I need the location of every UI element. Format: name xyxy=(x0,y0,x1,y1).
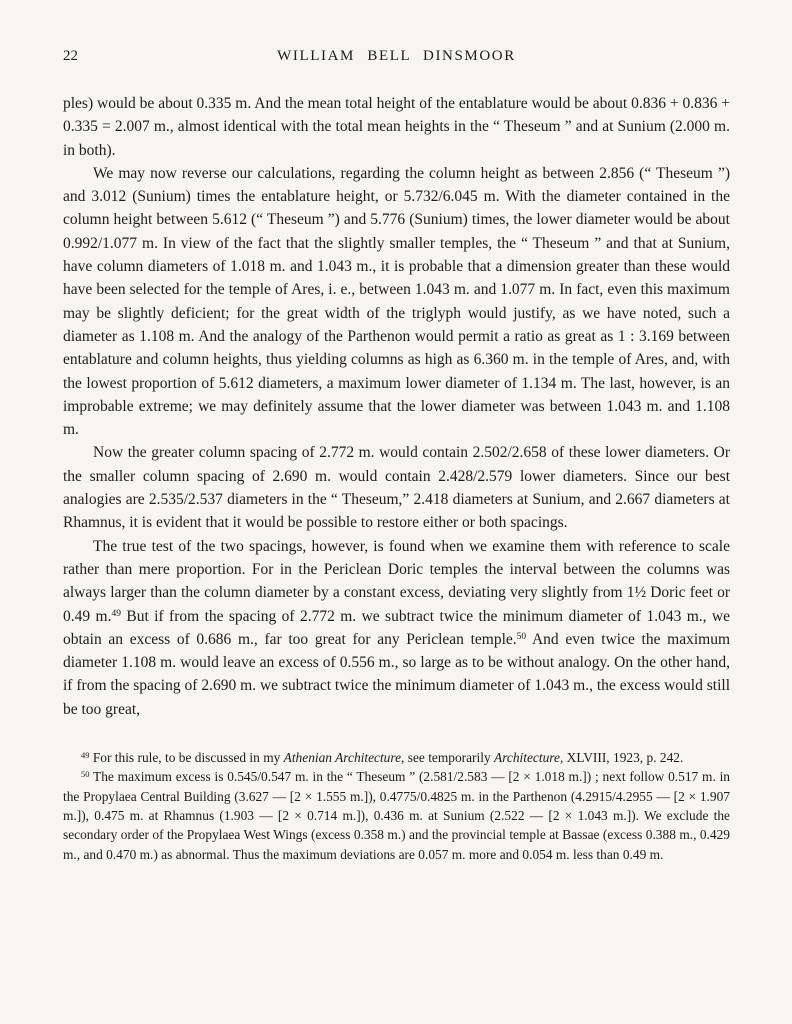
footnotes-section xyxy=(63,748,730,864)
page-number: 22 xyxy=(63,48,78,64)
footnote-text: The maximum excess is 0.545/0.547 m. in the “ Theseum ” (2.581/2.583 — [2 × 1.018 m.]) ; next follow 0.517 m. in the Propylaea Central Building (3.627 — [2 × 1.555 m.]), 0.4775/0.4825 m. in the Parthenon (4.2915/4.2955 — [2 × 1.907 m.]), 0.475 m. at Rhamnus (1.903 — [2 × 0.714 m.]), 0.436 m. at Sunium (2.522 — [2 × 1.043 m.]). We exclude the secondary order of the Propylaea West Wings (excess 0.358 m.) and the provincial temple at Bassae (excess 0.388 m., 0.429 m., and 0.470 m.) as abnormal. Thus the maximum deviations are 0.057 m. more and 0.054 m. less than 0.49 m. xyxy=(63,769,730,862)
footnote-ref-49: 49 xyxy=(111,608,121,619)
footnote-ref-50: 50 xyxy=(516,631,527,642)
paragraph-continuation: ples) would be about 0.335 m. And the mean total height of the entablature would be about 0.836 + 0.836 + 0.335 = 2.007 m., almost identical with the total mean heights in the “ Theseum ” and at Sunium (2.000 m. in both). xyxy=(63,95,730,159)
paragraph: We may now reverse our calculations, regarding the column height as between 2.856 (“ Theseum ”) and 3.012 (Sunium) times the entablature height, or 5.732/6.045 m. With the diameter contained in the column height between 5.612 (“ Theseum ”) and 5.776 (Sunium) times, the lower diameter would be about 0.992/1.077 m. In view of the fact that the slightly smaller temples, the “ Theseum ” and that at Sunium, have column diameters of 1.018 m. and 1.043 m., it is probable that a dimension greater than these would have been selected for the temple of Ares, i. e., between 1.043 m. and 1.077 m. In fact, even this maximum may be slightly deficient; for the great width of the triglyph would justify, as we have noted, such a diameter as 1.108 m. And the analogy of the Parthenon would permit a ratio as great as 1 : 3.169 between entablature and column heights, thus yielding columns as high as 6.360 m. in the temple of Ares, and, with the lowest proportion of 5.612 diameters, a maximum lower diameter of 1.134 m. The last, however, is an improbable extreme; we may definitely assume that the lower diameter was between 1.043 m. and 1.108 m. xyxy=(63,164,730,439)
italic-journal-title: Architecture, xyxy=(494,750,564,766)
footnote-number: 50 xyxy=(81,769,90,780)
footnote-text: XLVIII, 1923, p. 242. xyxy=(563,750,684,766)
page-header xyxy=(63,48,730,66)
paragraph-text: And even twice the maximum diameter 1.108 m. would leave an excess of 0.556 m., so large as to be without analogy. On the other hand, if from the spacing of 2.690 m. we subtract twice the minimum diameter of 1.043 m., the excess would still be too great, xyxy=(63,630,730,718)
footnote-text: , see temporarily xyxy=(401,750,495,766)
paragraph-text: But if from the spacing of 2.772 m. we subtract twice the minimum diameter of 1.043 m., we obtain an excess of 0.686 m., far too great for any Periclean temple. xyxy=(63,607,730,648)
footnote-49 xyxy=(63,748,730,767)
footnote-text: For this rule, to be discussed in my xyxy=(89,750,284,766)
footnote-50 xyxy=(63,767,730,863)
paragraph: Now the greater column spacing of 2.772 m. would contain 2.502/2.658 of these lower diameters. Or the smaller column spacing of 2.690 m. would contain 2.428/2.579 lower diameters. Since our best analogies are 2.535/2.537 diameters in the “ Theseum,” 2.418 diameters at Sunium, and 2.667 diameters at Rhamnus, it is evident that it would be possible to restore either or both spacings. xyxy=(63,444,730,532)
paragraph-text: The true test of the two spacings, however, is found when we examine them with reference to scale rather than mere proportion. For in the Periclean Doric temples the interval between the columns was always larger than the column diameter by a constant excess, deviating very slightly from 1½ Doric feet or 0.49 m. xyxy=(63,537,730,625)
paragraph xyxy=(63,535,730,721)
footnote-number: 49 xyxy=(81,750,90,761)
italic-work-title: Athenian Architecture xyxy=(283,750,402,766)
body-text xyxy=(63,92,730,721)
running-head: WILLIAM BELL DINSMOOR xyxy=(277,48,516,64)
